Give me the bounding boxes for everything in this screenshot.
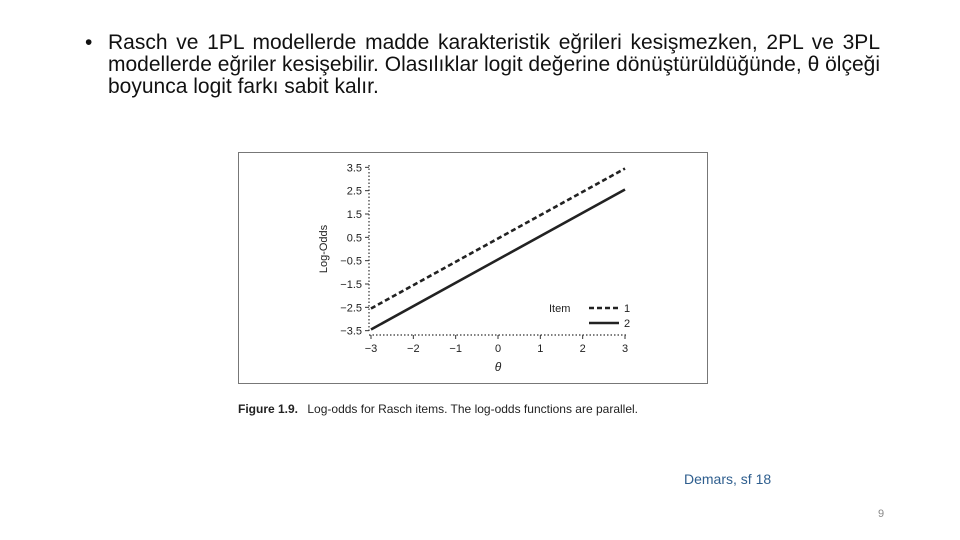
x-tick-label: −1 [449,343,462,355]
x-tick-label: −3 [364,343,378,355]
legend-label-2: 2 [624,318,631,330]
figure-caption-text: Log-odds for Rasch items. The log-odds functions are parallel. [307,402,638,416]
x-tick-label: 1 [537,343,544,355]
y-tick-label: 3.5 [346,162,362,175]
page-number: 9 [878,508,885,520]
log-odds-chart [239,153,707,383]
y-tick-label: −0.5 [340,255,362,268]
citation: Demars, sf 18 [684,471,772,487]
y-tick-label: 1.5 [346,209,362,221]
y-tick-label: 2.5 [346,185,362,198]
figure-caption [238,402,638,416]
figure-number: Figure 1.9. [238,402,299,416]
y-tick-label: 0.5 [346,232,362,245]
figure-image [238,152,708,384]
y-tick-label: −2.5 [340,302,362,315]
bullet-symbol: • [85,31,93,54]
series-line-2 [371,190,625,330]
legend-label-1: 1 [624,303,631,315]
x-tick-label: 0 [494,343,502,355]
x-tick-label: 3 [621,343,629,355]
bullet-point [85,32,880,98]
series-line-1 [371,169,625,309]
y-tick-label: −3.5 [340,325,362,338]
legend-title: Item [549,303,571,315]
y-tick-label: −1.5 [340,279,362,291]
x-tick-label: −2 [407,343,420,355]
bullet-text: Rasch ve 1PL modellerde madde karakteristik eğrileri kesişmezken, 2PL ve 3PL modellerde eğriler kesişebilir. Olasılıklar logit değerine dönüştürüldüğünde, θ ölçeği boyunca logit farkı sabit kalır. [108,31,880,98]
y-axis-label: Log-Odds [318,224,330,274]
x-axis-label: θ [494,360,502,374]
x-tick-label: 2 [579,343,586,355]
